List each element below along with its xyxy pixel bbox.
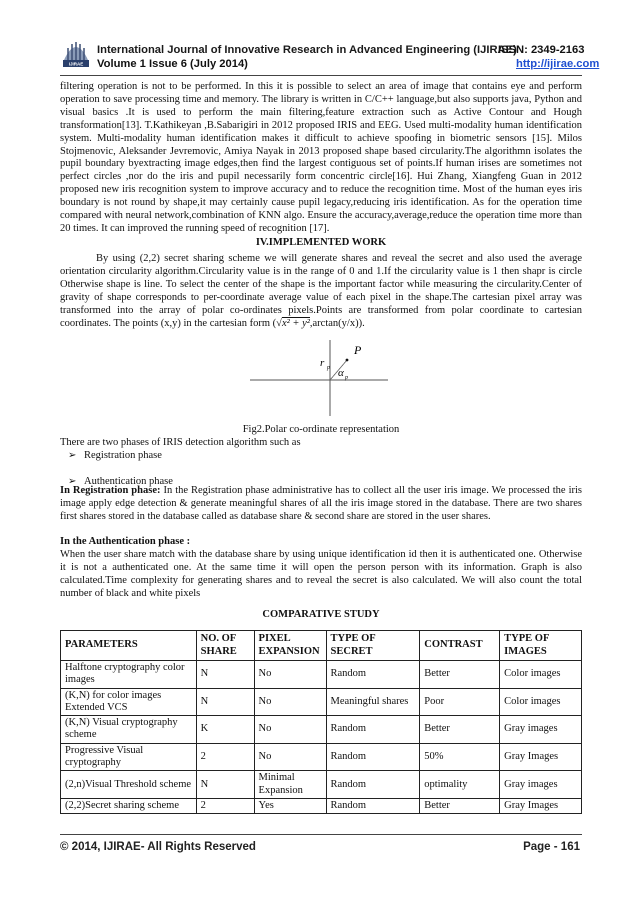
table-cell: Meaningful shares <box>326 688 420 716</box>
section-heading: IV.IMPLEMENTED WORK <box>255 237 387 248</box>
journal-title: International Journal of Innovative Research in Advanced Engineering (IJIRAE) <box>97 44 517 56</box>
table-cell: (K,N) for color images Extended VCS <box>61 688 197 716</box>
implemented-paragraph <box>60 253 582 330</box>
table-cell: Better <box>420 661 500 689</box>
header-pixel-expansion: PIXEL EXPANSION <box>254 631 326 661</box>
table-cell: Random <box>326 798 420 813</box>
header-no-of-share: NO. OF SHARE <box>196 631 254 661</box>
table-cell: Gray images <box>500 716 582 744</box>
sqrt-formula: √x² + y² <box>276 317 310 329</box>
table-cell: (K,N) Visual cryptography scheme <box>61 716 197 744</box>
table-cell: Random <box>326 716 420 744</box>
table-cell: Yes <box>254 798 326 813</box>
table-cell: No <box>254 688 326 716</box>
phases-intro: There are two phases of IRIS detection algorithm such as <box>60 437 301 448</box>
label-r-sub: p <box>327 365 330 371</box>
table-cell: Gray Images <box>500 798 582 813</box>
table-cell: Better <box>420 716 500 744</box>
footer-copyright: © 2014, IJIRAE- All Rights Reserved <box>60 841 256 853</box>
table-cell: 50% <box>420 743 500 771</box>
issn: ISSN: 2349-2163 <box>498 44 585 56</box>
table-cell: 2 <box>196 798 254 813</box>
authentication-label: In the Authentication phase : <box>60 536 191 547</box>
comparative-heading: COMPARATIVE STUDY <box>262 609 380 620</box>
header-parameters: PARAMETERS <box>61 631 197 661</box>
table-row <box>61 771 582 799</box>
table-cell: Progressive Visual cryptography <box>61 743 197 771</box>
header-divider <box>60 75 582 76</box>
table-cell: Gray images <box>500 771 582 799</box>
label-r: r <box>320 357 325 369</box>
table-cell: Color images <box>500 688 582 716</box>
table-cell: N <box>196 688 254 716</box>
table-cell: K <box>196 716 254 744</box>
table-cell: N <box>196 771 254 799</box>
phase-item-registration: ➢ Registration phase <box>60 450 606 463</box>
registration-paragraph <box>60 485 582 524</box>
header-type-of-secret: TYPE OF SECRET <box>326 631 420 661</box>
formula-tail: ,arctan(y/x)). <box>309 317 365 329</box>
journal-url-link[interactable]: http://ijirae.com <box>516 58 600 70</box>
intro-paragraph: filtering operation is not to be performed. In this it is possible to select an area of image that contains eye and perform operation to save processing time and memory. The library is written in C/C++ language,but also supports java, Python and visual basics .It is used to perform the main filtering,feature extraction such as Active Contour and Hough transformation[13]. T.Kathikeyan ,B.Sabarigiri in 2012 proposed IRIS and EEG. Used multi-modality human identification system. Multi-modality human identification makes it difficult to achieve spoofing in biometric sensors [15]. Milos Stojmenovic, Aleksander Jevremovic, Amiya Nayak in 2013 proposed shape based circularity.The algorithmn isolates the pupil boundary byextracting image edges,then find the largest contiguous set of points.If human irises are sometimes not perfect circles ,nor do the iris and pupil necessarily form concentric circle[16]. Hui Zhang, Xiangfeng Guan in 2012 proposed new iris recognition system to improve accuracy and to reduce the recognition time. Most of the human eyes iris boundary is not round by shape,it may certainly cause pupil legacy,reducing iris identification. As for the operation time compared with neural network,combination of KNN algo. Ensure the accuracy,average,reduce the operation time more than 20 times. It can improved the running speed of recognition [17]. <box>60 81 582 234</box>
footer-divider <box>60 834 582 835</box>
label-alpha: α <box>338 367 344 379</box>
table-row <box>61 743 582 771</box>
table-row <box>61 661 582 689</box>
authentication-paragraph: When the user share match with the database share by using unique identification id then it is authenticated one. Otherwise it is not a authenticated one. At the same time it will open the person person with its information. Graph is also calculated.Time complexity for generating shares and to reveal the secret is also calculated. We will also count the total number of black and white pixels <box>60 549 582 599</box>
table-cell: Random <box>326 661 420 689</box>
journal-logo <box>60 38 92 72</box>
label-p: P <box>354 343 362 357</box>
table-cell: (2,n)Visual Threshold scheme <box>61 771 197 799</box>
table-row <box>61 716 582 744</box>
table-row <box>61 688 582 716</box>
implemented-text: By using (2,2) secret sharing scheme we will generate shares and reveal the secret and also used the average orientation circularity algorithm.Circularity value is in the range of 0 and 1.If the circularity value is 1 then shapr is circle Otherwise shape is line. To select the center of the shape is the important factor while measuring the circularity.Center of gravity of shape corresponds to per-coordinate average value of each pixel in the shape.The cartesian pixel array was transformed into the array of polar co-ordinates pixels.Points are transformed from polar coordinate to cartesian coordinates. The points (x,y) in the cartesian form ( <box>60 253 582 329</box>
polar-figure <box>250 338 390 418</box>
header-type-of-images: TYPE OF IMAGES <box>500 631 582 661</box>
table-cell: Random <box>326 743 420 771</box>
table-cell: 2 <box>196 743 254 771</box>
table-row <box>61 798 582 813</box>
label-alpha-sub: p <box>345 375 348 381</box>
phase-item-authentication: ➢ Authentication phase <box>60 476 606 489</box>
table-cell: optimality <box>420 771 500 799</box>
table-header-row <box>61 631 582 661</box>
table-cell: Better <box>420 798 500 813</box>
table-cell: No <box>254 716 326 744</box>
logo-text: IJIRAE <box>68 61 84 67</box>
formula-radicand: x² + y² <box>281 317 310 329</box>
table-cell: Random <box>326 771 420 799</box>
table-cell: No <box>254 743 326 771</box>
table-cell: Color images <box>500 661 582 689</box>
table-cell: N <box>196 661 254 689</box>
table-cell: Gray Images <box>500 743 582 771</box>
header-contrast: CONTRAST <box>420 631 500 661</box>
table-cell: Poor <box>420 688 500 716</box>
table-cell: No <box>254 661 326 689</box>
footer-page-number: Page - 161 <box>523 841 580 853</box>
figure-caption: Fig2.Polar co-ordinate representation <box>242 424 400 435</box>
registration-label: In Registration phase: <box>60 485 161 496</box>
table-cell: (2,2)Secret sharing scheme <box>61 798 197 813</box>
comparison-table <box>60 630 582 814</box>
table-cell: Halftone cryptography color images <box>61 661 197 689</box>
registration-text: In the Registration phase administrative has to collect all the user iris image. We processed the iris image apply edge detection & generate meaningful shares of all the iris image stored in the database. There are two shares first shares stored in the database called as database share & second share are stored in the user shares. <box>60 485 582 522</box>
table-cell: Minimal Expansion <box>254 771 326 799</box>
volume-issue: Volume 1 Issue 6 (July 2014) <box>97 58 248 70</box>
